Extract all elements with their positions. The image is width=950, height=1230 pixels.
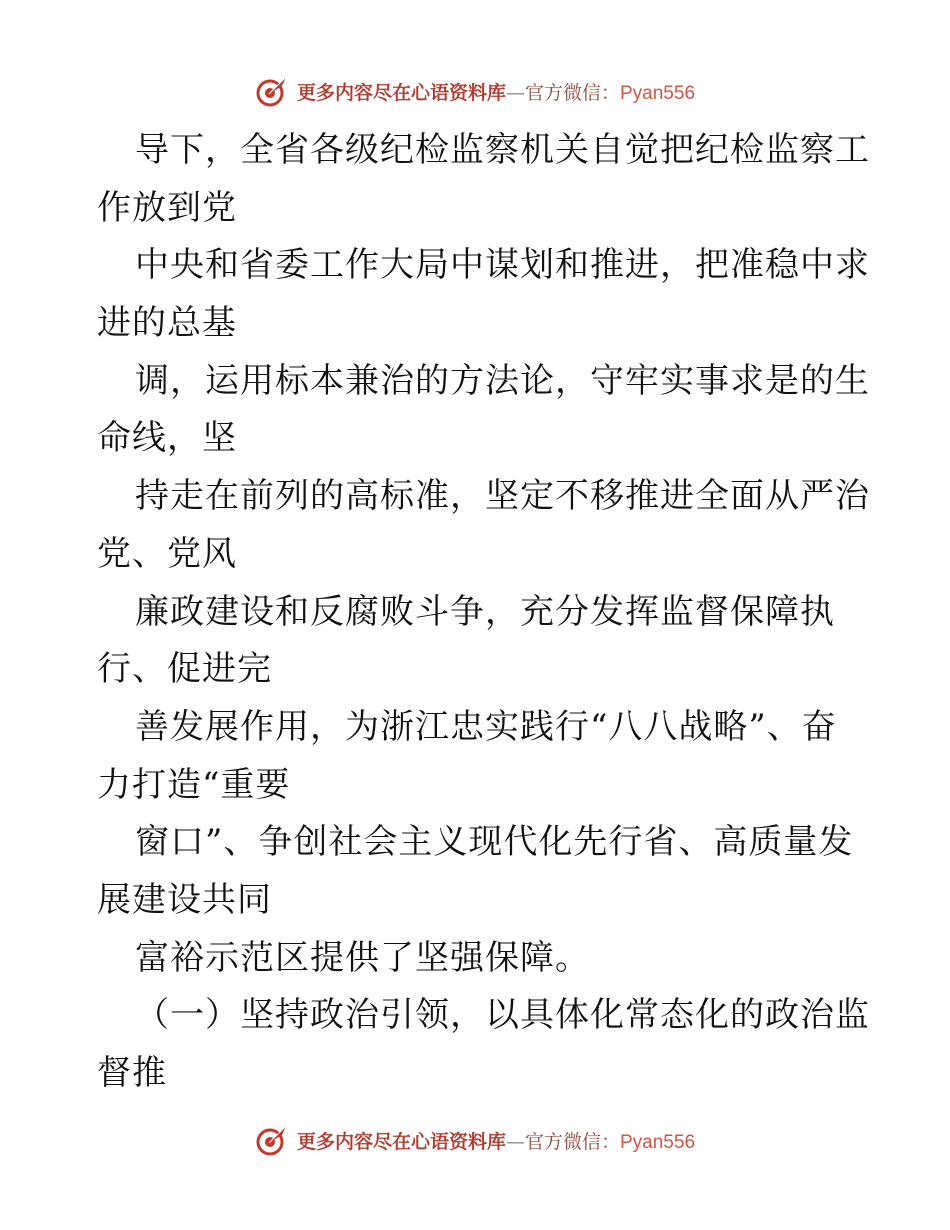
banner-text bbox=[297, 1127, 695, 1154]
quill-logo-icon bbox=[255, 1123, 289, 1157]
text-line: 中央和省委工作大局中谋划和推进，把准稳中求 bbox=[135, 245, 870, 286]
document-body bbox=[97, 122, 870, 1103]
text-line: 党、党风 bbox=[97, 533, 237, 574]
text-line: （一）坚持政治引领，以具体化常态化的政治监 bbox=[135, 995, 870, 1036]
banner-wechat-id: Pyan556 bbox=[620, 82, 696, 104]
text-line: 廉政建设和反腐败斗争，充分发挥监督保障执 bbox=[135, 591, 835, 632]
text-line: 作放到党 bbox=[97, 187, 237, 228]
banner-wechat-id: Pyan556 bbox=[620, 1131, 696, 1153]
quill-logo-icon bbox=[255, 74, 289, 108]
text-line: 督推 bbox=[97, 1053, 167, 1093]
text-line: 持走在前列的高标准，坚定不移推进全面从严治 bbox=[135, 476, 870, 517]
footer-banner bbox=[0, 1120, 950, 1160]
banner-brand: 更多内容尽在心语资料库 bbox=[296, 1130, 506, 1153]
text-line: 展建设共同 bbox=[97, 879, 272, 920]
banner-text bbox=[297, 78, 695, 105]
banner-wechat-label: 官方微信： bbox=[524, 1130, 620, 1153]
text-line: 善发展作用，为浙江忠实践行“八八战略”、奋 bbox=[135, 706, 837, 747]
text-line: 调，运用标本兼治的方法论，守牢实事求是的生 bbox=[135, 360, 870, 401]
text-line: 命线，坚 bbox=[97, 418, 237, 459]
text-line: 进的总基 bbox=[97, 303, 237, 344]
header-banner bbox=[0, 71, 950, 111]
banner-brand: 更多内容尽在心语资料库 bbox=[296, 81, 506, 104]
text-line: 力打造“重要 bbox=[97, 764, 291, 805]
text-line: 行、促进完 bbox=[97, 649, 272, 690]
banner-dash: — bbox=[505, 1130, 525, 1153]
text-line: 导下，全省各级纪检监察机关自觉把纪检监察工 bbox=[135, 130, 870, 170]
banner-dash: — bbox=[505, 81, 525, 104]
text-line: 窗口”、争创社会主义现代化先行省、高质量发 bbox=[135, 822, 854, 863]
banner-wechat-label: 官方微信： bbox=[524, 81, 620, 104]
text-line: 富裕示范区提供了坚强保障。 bbox=[135, 937, 590, 978]
